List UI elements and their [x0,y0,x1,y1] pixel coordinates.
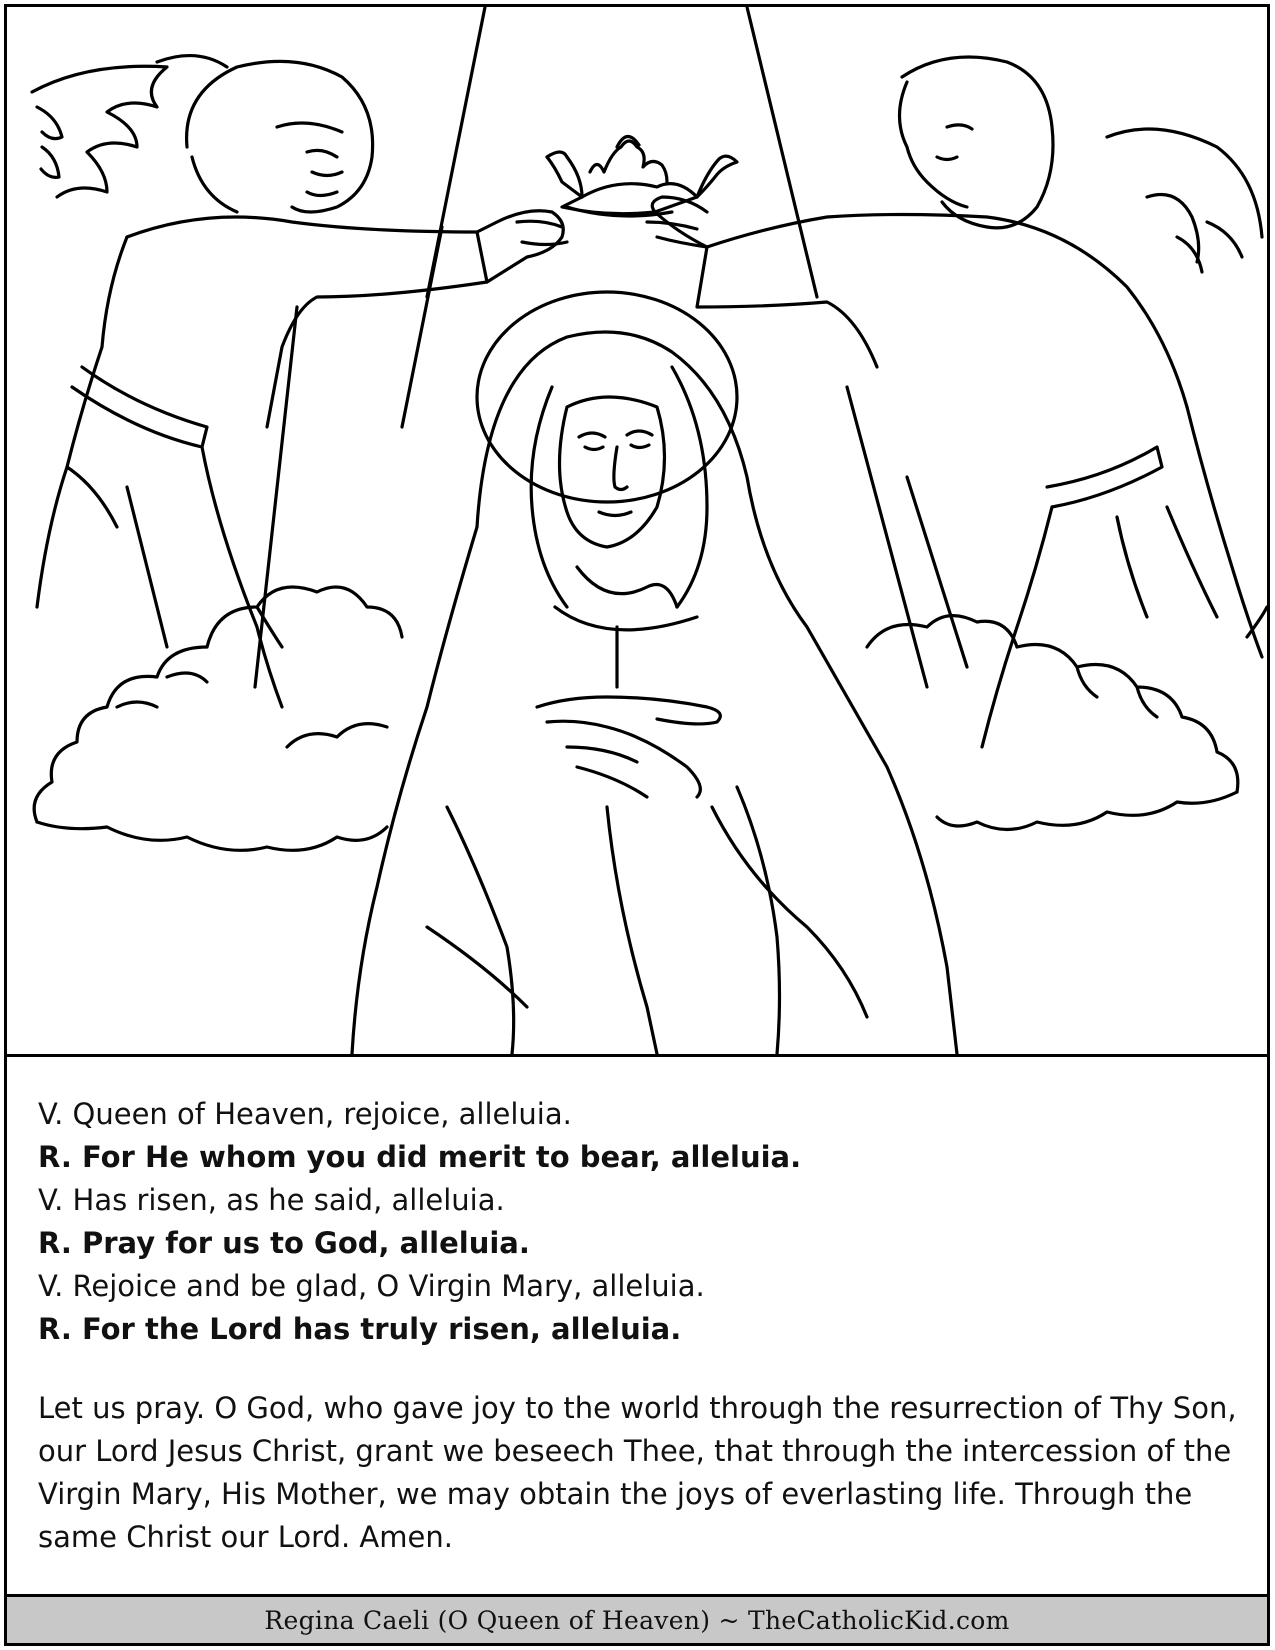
response-line: R. For the Lord has truly risen, alleluia. [38,1312,682,1346]
versicle-line: V. Queen of Heaven, rejoice, alleluia. [38,1097,572,1131]
response-line: R. For He whom you did merit to bear, alleluia. [38,1140,802,1174]
clouds [34,587,1267,850]
crown [547,136,737,216]
coronation-illustration [7,7,1267,1054]
left-angel [32,56,567,707]
versicle-line: V. Has risen, as he said, alleluia. [38,1183,505,1217]
closing-prayer: Let us pray. O God, who gave joy to the world through the resurrection of Thy Son, our Lord Jesus Christ, grant we beseech Thee, that through the intercession of the Virgin Mary, His Mother, we may obtain the joys of everlasting life. Through the same Christ our Lord. Amen. [38,1391,1237,1554]
footer-bar [4,1597,1270,1646]
versicle-list [38,1093,801,1351]
illustration-frame [4,4,1270,1054]
prayer-text-box [4,1054,1270,1597]
response-line: R. Pray for us to God, alleluia. [38,1226,530,1260]
versicle-line: V. Rejoice and be glad, O Virgin Mary, alleluia. [38,1269,705,1303]
right-angel [647,57,1262,747]
footer-caption: Regina Caeli (O Queen of Heaven) ~ TheCatholicKid.com [264,1605,1010,1635]
mary-figure [352,332,957,1054]
light-rays [255,7,967,687]
